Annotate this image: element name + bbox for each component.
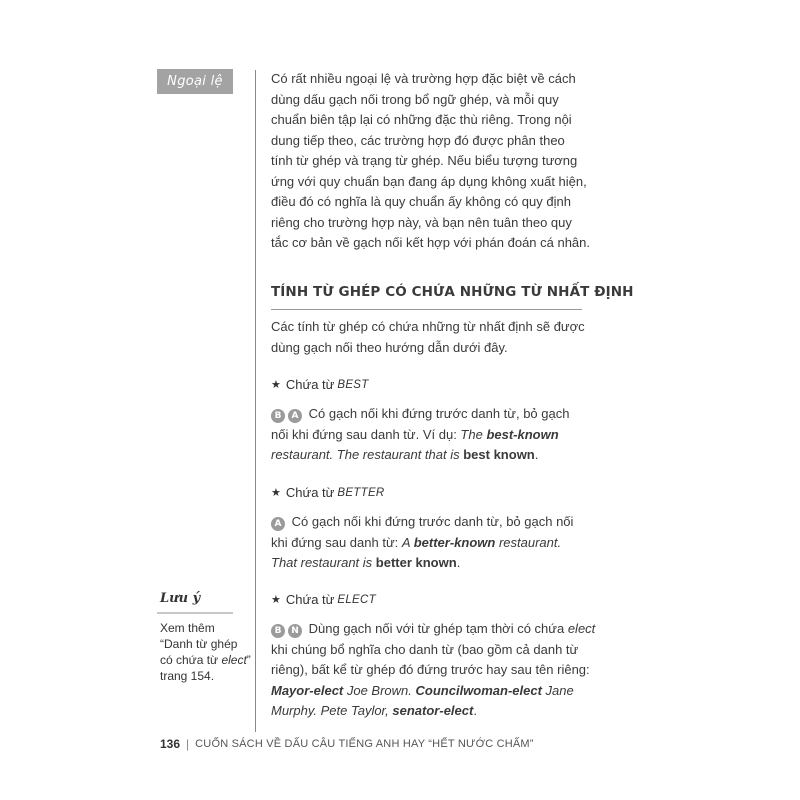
- intro-line: tắc cơ bản về gạch nối kết hợp với phán đoán cá nhân.: [271, 235, 591, 250]
- style-badge-a: A: [288, 409, 302, 423]
- note-line: “Danh từ ghép: [160, 637, 238, 651]
- intro-line: ứng với quy chuẩn bạn đang áp dụng không xuất hiện,: [271, 173, 587, 189]
- note-italic-word: elect: [221, 653, 247, 667]
- entry-word: BEST: [337, 378, 369, 391]
- example-bold: Mayor-elect: [271, 682, 344, 698]
- note-text-fragment: ”: [246, 653, 251, 667]
- star-icon: ★: [271, 487, 281, 499]
- entry-label: Chứa từ: [285, 485, 335, 500]
- example-text: The: [460, 426, 487, 442]
- intro-line: riêng cho trường hợp này, và bạn nên tuân theo quy: [271, 214, 572, 230]
- example-bold: better-known: [413, 534, 496, 550]
- note-text: [160, 620, 252, 684]
- entry-text: Có gạch nối khi đứng trước danh từ, bỏ gạch: [308, 406, 570, 421]
- entry-text: Dùng gạch nối với từ ghép tạm thời có chứa: [308, 621, 568, 636]
- star-icon: ★: [271, 379, 281, 391]
- book-title: CUỐN SÁCH VỀ DẤU CÂU TIẾNG ANH HAY “HẾT NƯỚC CHẤM”: [195, 738, 534, 750]
- example-text: That restaurant is: [271, 555, 376, 570]
- note-line: Xem thêm: [160, 621, 215, 635]
- intro-line: tính từ ghép và trạng từ ghép. Nếu biểu tượng tương: [271, 153, 578, 168]
- entry-text: nối khi đứng sau danh từ. Ví dụ:: [271, 426, 461, 442]
- entry-line: [271, 404, 583, 425]
- entry-better-body: [271, 512, 583, 574]
- entry-line: [271, 619, 596, 640]
- example-text: elect: [567, 621, 596, 636]
- intro-line: dùng dấu gạch nối trong bổ ngữ ghép, và mỗi quy: [271, 91, 559, 107]
- style-badge-b: B: [271, 624, 285, 638]
- entry-line: [271, 445, 583, 466]
- example-bold: best known: [463, 447, 535, 462]
- note-line: [160, 652, 252, 668]
- page-number: 136: [160, 737, 181, 751]
- example-bold: senator-elect: [392, 703, 474, 718]
- intro-line: chuẩn biên tập lại có những đặc thù riêng. Trong nội: [271, 112, 572, 127]
- footer-separator: |: [186, 737, 190, 751]
- entry-text: .: [534, 447, 539, 462]
- example-bold: Councilwoman-elect: [415, 682, 542, 698]
- entry-line: [271, 425, 583, 446]
- example-text: restaurant.: [495, 534, 562, 550]
- entry-elect-heading: [271, 592, 376, 607]
- example-text: A: [401, 534, 414, 550]
- entry-text: .: [473, 703, 477, 718]
- entry-elect-body: [271, 619, 596, 722]
- example-text: . The restaurant that is: [329, 447, 464, 462]
- entry-line: riêng), bất kể từ ghép đó đứng trước hay sau tên riêng:: [271, 662, 590, 677]
- intro-line: Có rất nhiều ngoại lệ và trường hợp đặc biệt về cách: [271, 71, 576, 86]
- sidebar-tag-label: Ngoại lệ: [167, 74, 223, 89]
- entry-label: Chứa từ: [285, 592, 335, 607]
- example-bold: best-known: [486, 426, 559, 442]
- intro-line: dung tiếp theo, các trường hợp đó được phân theo: [271, 132, 565, 148]
- entry-best-body: [271, 404, 583, 466]
- example-bold: better known: [375, 555, 457, 570]
- entry-line: [271, 681, 583, 702]
- entry-text: khi đứng sau danh từ:: [271, 534, 402, 550]
- entry-line: [271, 701, 583, 722]
- entry-better-heading: [271, 485, 385, 500]
- entry-best-heading: [271, 377, 369, 392]
- style-badge-a: A: [271, 517, 285, 531]
- style-badge-n: N: [288, 624, 302, 638]
- section-heading: TÍNH TỪ GHÉP CÓ CHỨA NHỮNG TỪ NHẤT ĐỊNH: [271, 284, 634, 300]
- note-text-fragment: có chứa từ: [160, 653, 222, 667]
- example-text: Murphy. Pete Taylor,: [271, 703, 393, 718]
- example-text: Joe Brown.: [343, 682, 416, 698]
- entry-text: .: [456, 555, 461, 570]
- note-rule: [157, 612, 233, 614]
- entry-text: Có gạch nối khi đứng trước danh từ, bỏ gạch nối: [291, 514, 574, 529]
- intro-paragraph: [271, 69, 591, 254]
- entry-word: ELECT: [337, 593, 376, 606]
- page-footer: [160, 737, 534, 751]
- note-title: Lưu ý: [160, 591, 201, 606]
- sidebar-tag-exceptions: [157, 69, 233, 94]
- entry-word: BETTER: [337, 486, 385, 499]
- entry-line: [271, 533, 583, 554]
- style-badge-b: B: [271, 409, 285, 423]
- section-intro: [271, 317, 583, 358]
- section-intro-line: Các tính từ ghép có chứa những từ nhất định sẽ được: [271, 319, 585, 334]
- entry-line: [271, 553, 583, 574]
- sidebar-divider: [255, 70, 256, 732]
- entry-label: Chứa từ: [285, 377, 335, 392]
- note-line: trang 154.: [160, 669, 215, 683]
- example-text: Jane: [541, 682, 574, 698]
- section-intro-line: dùng gạch nối theo hướng dẫn dưới đây.: [271, 339, 508, 355]
- entry-line: khi chúng bổ nghĩa cho danh từ (bao gồm cả danh từ: [271, 641, 579, 657]
- star-icon: ★: [271, 594, 281, 606]
- intro-line: điều đó có nghĩa là quy chuẩn ấy không có quy định: [271, 194, 571, 209]
- example-text: restaurant: [271, 447, 330, 462]
- entry-line: [271, 512, 583, 533]
- section-heading-rule: [271, 309, 582, 310]
